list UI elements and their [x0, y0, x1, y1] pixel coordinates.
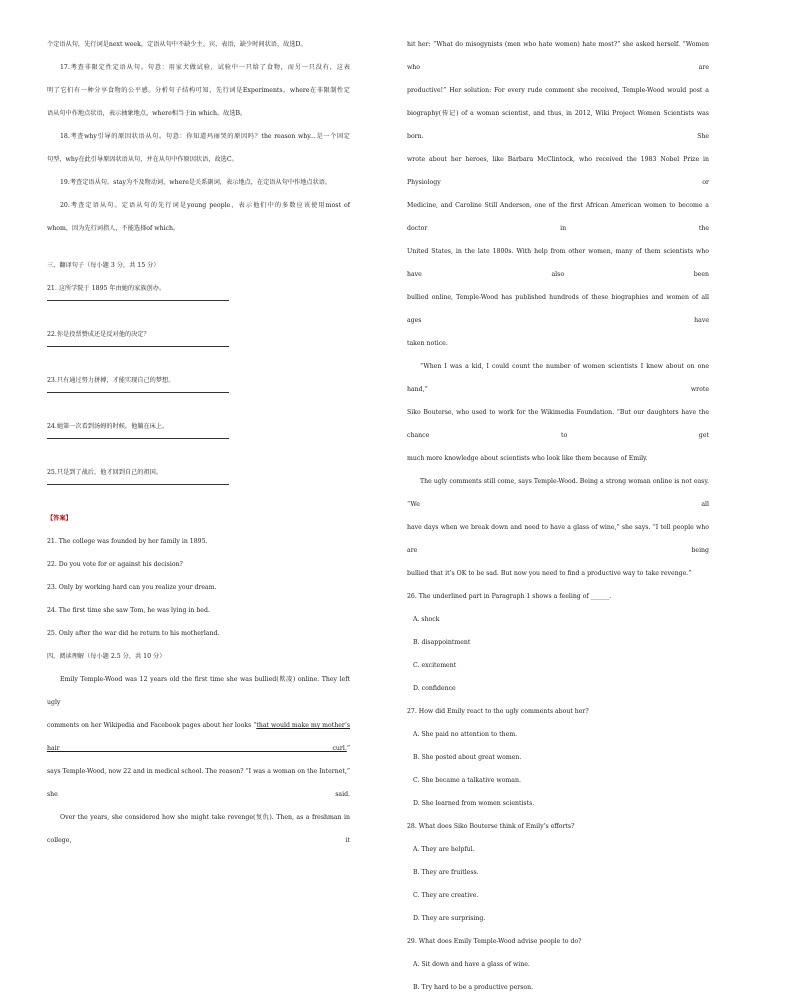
question-28-option-c[interactable]: C. They are creative.	[413, 892, 479, 899]
question-26-option-d[interactable]: D. confidence	[413, 685, 456, 692]
passage-line-2-start: comments on her Wikipedia and Facebook pages about her looks “	[47, 722, 257, 729]
passage-line-4: Over the years, she considered how she might take revenge(复仇). Then, as a freshman in college, it	[47, 814, 350, 844]
passage-line-3: says Temple-Wood, now 22 and in medical school. The reason? “I was a woman on the Internet,” she said.	[47, 768, 350, 798]
question-27-option-c[interactable]: C. She became a talkative woman.	[413, 777, 521, 784]
passage-line-2-end: ”	[346, 745, 350, 752]
passage-p1-line-3: biography(传记) of a woman scientist, and thus, in 2012, Wiki Project Women Scientists was born. She	[407, 110, 709, 140]
passage-p3-line-1: The ugly comments still come, says Temple-Wood. Being a strong woman online is not easy. “We all	[407, 478, 709, 508]
passage-p1-line-7: bullied online, Temple-Wood has published hundreds of these biographies and women of all ages have	[407, 294, 709, 324]
question-27-option-b[interactable]: B. She posted about great women.	[413, 754, 522, 761]
passage-line-2	[47, 714, 350, 760]
translation-question-23: 23.只有通过努力拼搏，才能实现自己的梦想。	[47, 377, 175, 384]
question-29-option-a[interactable]: A. Sit down and have a glass of wine.	[413, 961, 530, 968]
question-27: 27. How did Emily react to the ugly comments about her?	[407, 708, 589, 715]
explanation-18-line-1: 18.考查why引导的原因状语从句。句意：你知道玛丽哭的原因吗？the reason why...是一个固定	[60, 133, 350, 140]
question-28-option-a[interactable]: A. They are helpful.	[413, 846, 475, 853]
translation-question-21: 21. 这所学院于 1895 年由她的家族创办。	[47, 285, 166, 292]
question-26-option-a[interactable]: A. shock	[413, 616, 440, 623]
answer-line-24[interactable]	[47, 438, 229, 439]
question-26-option-b[interactable]: B. disappointment	[413, 639, 471, 646]
passage-p1-line-4: wrote about her heroes, like Barbara McClintock, who received the 1983 Nobel Prize in Physiology or	[407, 156, 709, 186]
explanation-20-line-1: 20.考查定语从句。定语从句的先行词是young people，表示他们中的多数应该使用most of	[60, 202, 350, 209]
question-26: 26. The underlined part in Paragraph 1 shows a feeling of ______.	[407, 593, 612, 600]
right-column	[407, 33, 709, 999]
explanation-17-line-2: 明了它们有一种分享食物的公平感。分析句子结构可知，先行词是Experiments，where在非限制性定	[47, 87, 350, 94]
underlined-phrase: that would make my mother’s hair curl.	[47, 722, 350, 752]
left-column	[47, 33, 350, 852]
answer-22: 22. Do you vote for or against his decision?	[47, 561, 183, 568]
question-28: 28. What does Siko Bouterse think of Emily’s efforts?	[407, 823, 575, 830]
answer-tag: 【答案】	[47, 515, 72, 522]
answer-25: 25. Only after the war did he return to his motherland.	[47, 630, 220, 637]
explanation-17-line-3: 语从句中作地点状语，表示抽象地点，where相当于in which。故选B。	[47, 110, 247, 117]
answer-line-25[interactable]	[47, 484, 229, 485]
question-29: 29. What does Emily Temple-Wood advise people to do?	[407, 938, 582, 945]
passage-line-1: Emily Temple-Wood was 12 years old the first time she was bullied(欺凌) online. They left ugly	[47, 676, 350, 706]
passage-p2-line-2: Siko Bouterse, who used to work for the Wikimedia Foundation. “But our daughters have the chance to get	[407, 409, 709, 439]
answer-24: 24. The first time she saw Tom, he was lying in bed.	[47, 607, 210, 614]
question-28-option-b[interactable]: B. They are fruitless.	[413, 869, 479, 876]
answer-line-23[interactable]	[47, 392, 229, 393]
question-28-option-d[interactable]: D. They are surprising.	[413, 915, 486, 922]
explanation-19: 19.考查定语从句。stay为不及物动词，where是关系副词，表示地点，在定语从句中作地点状语。	[60, 179, 332, 186]
passage-p1-line-6: United States, in the late 1800s. With help from other women, many of them scientists who have also been	[407, 248, 709, 278]
passage-p2-line-3: much more knowledge about scientists who look like them because of Emily.	[407, 455, 648, 462]
explanation-16-tail: 个定语从句，先行词是next week，定语从句中不缺少主、宾、表语，缺少时间状语，故选D。	[47, 41, 307, 48]
explanation-20-line-2: whom，因为先行词指人，不能选择of which。	[47, 225, 180, 232]
passage-p1-line-1: hit her: “What do misogynists (men who hate women) hate most?” she asked herself. “Women who are	[407, 41, 709, 71]
section-3-title: 三、翻译句子（每小题 3 分，共 15 分）	[47, 262, 160, 269]
explanation-18-line-2: 句型，why在此引导原因状语从句，并在从句中作原因状语，故选C。	[47, 156, 238, 163]
answer-line-22[interactable]	[47, 346, 229, 347]
question-26-option-c[interactable]: C. excitement	[413, 662, 457, 669]
question-29-option-b[interactable]: B. Try hard to be a productive person.	[413, 984, 534, 991]
explanation-17-line-1: 17.考查非限定性定语从句。句意：用家犬做试验，试验中一只给了食物，而另一只没有，这表	[60, 64, 350, 71]
passage-p1-line-5: Medicine, and Caroline Still Anderson, one of the first African American women to become a doctor in the	[407, 202, 709, 232]
passage-p2-line-1: “When I was a kid, I could count the number of women scientists I knew about on one hand,” wrote	[407, 363, 709, 393]
translation-question-25: 25.只是到了战后，他才回到自己的祖国。	[47, 469, 163, 476]
passage-p3-line-3: bullied that it’s OK to be sad. But now you need to find a productive way to take revenge.”	[407, 570, 692, 577]
question-27-option-a[interactable]: A. She paid no attention to them.	[413, 731, 518, 738]
question-27-option-d[interactable]: D. She learned from women scientists.	[413, 800, 535, 807]
translation-question-24: 24.她第一次看到汤姆的时候，他躺在床上。	[47, 423, 169, 430]
answer-21: 21. The college was founded by her family in 1895.	[47, 538, 208, 545]
answer-23: 23. Only by working hard can you realize your dream.	[47, 584, 217, 591]
passage-p1-line-8: taken notice.	[407, 340, 448, 347]
translation-question-22: 22.你是投票赞成还是反对他的决定？	[47, 331, 150, 338]
passage-p1-line-2: productive!” Her solution: For every rude comment she received, Temple-Wood would post a	[407, 87, 709, 94]
section-4-title: 四、阅读理解（每小题 2.5 分，共 10 分）	[47, 653, 166, 660]
answer-line-21[interactable]	[47, 300, 229, 301]
passage-p3-line-2: have days when we break down and need to have a glass of wine,” she says. “I tell people who are being	[407, 524, 709, 554]
